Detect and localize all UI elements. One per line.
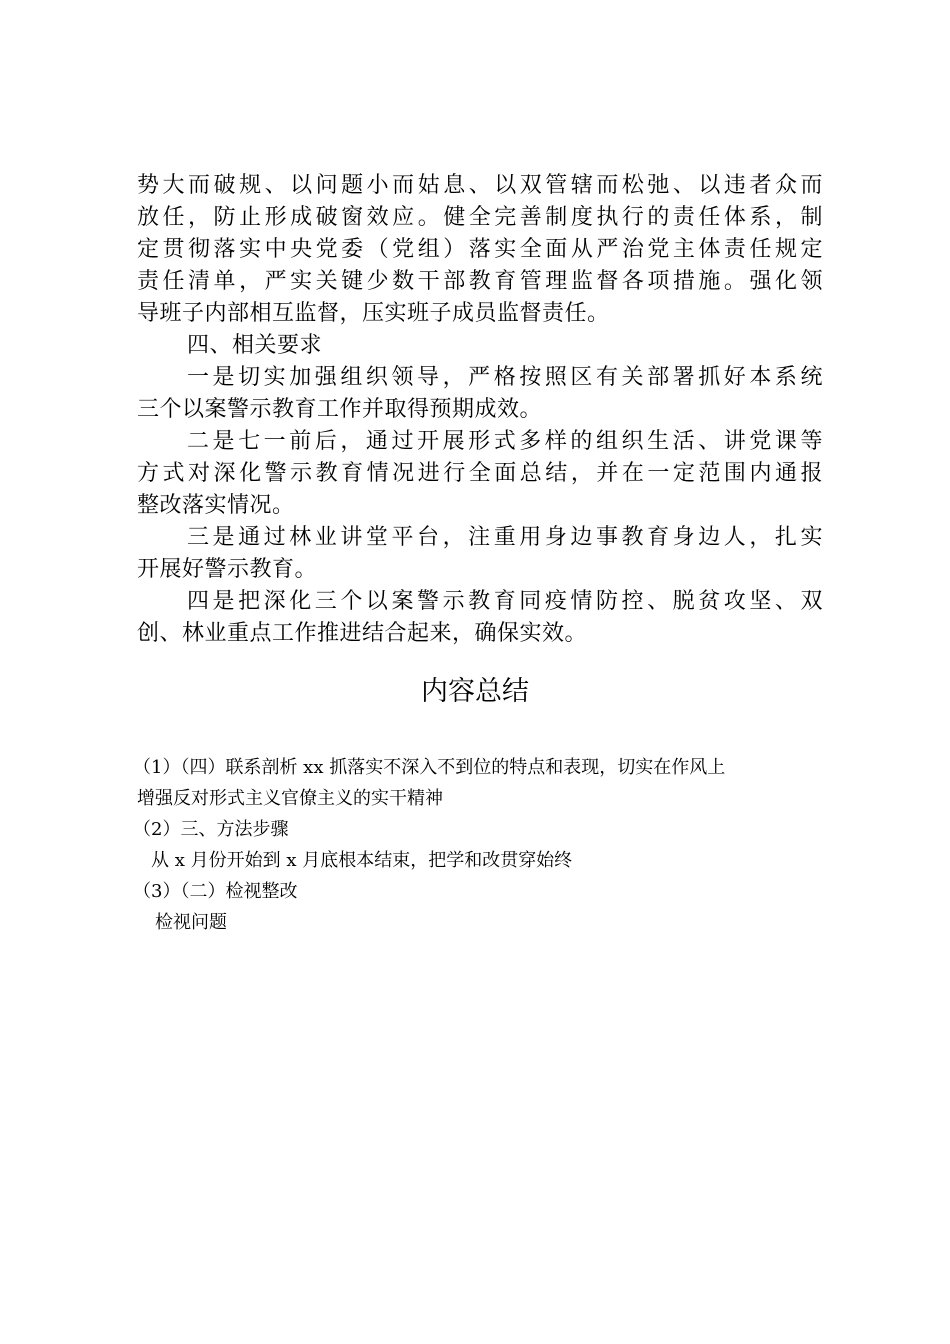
summary-item <box>133 814 827 876</box>
text-line: 一是切实加强组织领导，严格按照区有关部署抓好本系统 <box>187 365 823 390</box>
summary-item-heading: （3）（二）检视整改 <box>133 881 298 902</box>
text-line: 方式对深化警示教育情况进行全面总结，并在一定范围内通报 <box>137 461 823 486</box>
document-body <box>137 170 823 650</box>
text-line: 三个以案警示教育工作并取得预期成效。 <box>137 397 543 422</box>
summary-list <box>133 752 827 938</box>
text-line: 势大而破规、以问题小而姑息、以双管辖而松弛、以违者众而 <box>137 173 823 198</box>
text-line: 创、林业重点工作推进结合起来，确保实效。 <box>137 621 588 646</box>
summary-item <box>133 752 827 814</box>
paragraph-requirement-3 <box>137 522 823 586</box>
summary-item-detail: 检视问题 <box>155 912 227 933</box>
summary-item <box>133 876 827 938</box>
paragraph-requirement-2 <box>137 426 823 522</box>
text-line: 责任清单，严实关键少数干部教育管理监督各项措施。强化领 <box>137 269 823 294</box>
paragraph-requirement-4 <box>137 586 823 650</box>
paragraph-discipline <box>137 170 823 330</box>
text-line: 四是把深化三个以案警示教育同疫情防控、脱贫攻坚、双 <box>187 589 823 614</box>
text-line: 放任，防止形成破窗效应。健全完善制度执行的责任体系，制 <box>137 205 823 230</box>
summary-item-heading: （2）三、方法步骤 <box>133 819 289 840</box>
text-line: 整改落实情况。 <box>137 493 295 518</box>
summary-item-detail: 增强反对形式主义官僚主义的实干精神 <box>137 788 443 809</box>
paragraph-requirement-1 <box>137 362 823 426</box>
summary-item-detail: 从 x 月份开始到 x 月底根本结束，把学和改贯穿始终 <box>151 850 573 871</box>
text-line: 开展好警示教育。 <box>137 557 318 582</box>
summary-title: 内容总结 <box>421 676 529 707</box>
text-line: 导班子内部相互监督，压实班子成员监督责任。 <box>137 301 610 326</box>
text-line: 定贯彻落实中央党委（党组）落实全面从严治党主体责任规定 <box>137 237 823 262</box>
summary-item-heading: （1）（四）联系剖析 xx 抓落实不深入不到位的特点和表现，切实在作风上 <box>133 757 726 778</box>
text-line: 二是七一前后，通过开展形式多样的组织生活、讲党课等 <box>187 429 823 454</box>
section-heading-requirements: 四、相关要求 <box>187 333 323 358</box>
text-line: 三是通过林业讲堂平台，注重用身边事教育身边人，扎实 <box>187 525 823 550</box>
